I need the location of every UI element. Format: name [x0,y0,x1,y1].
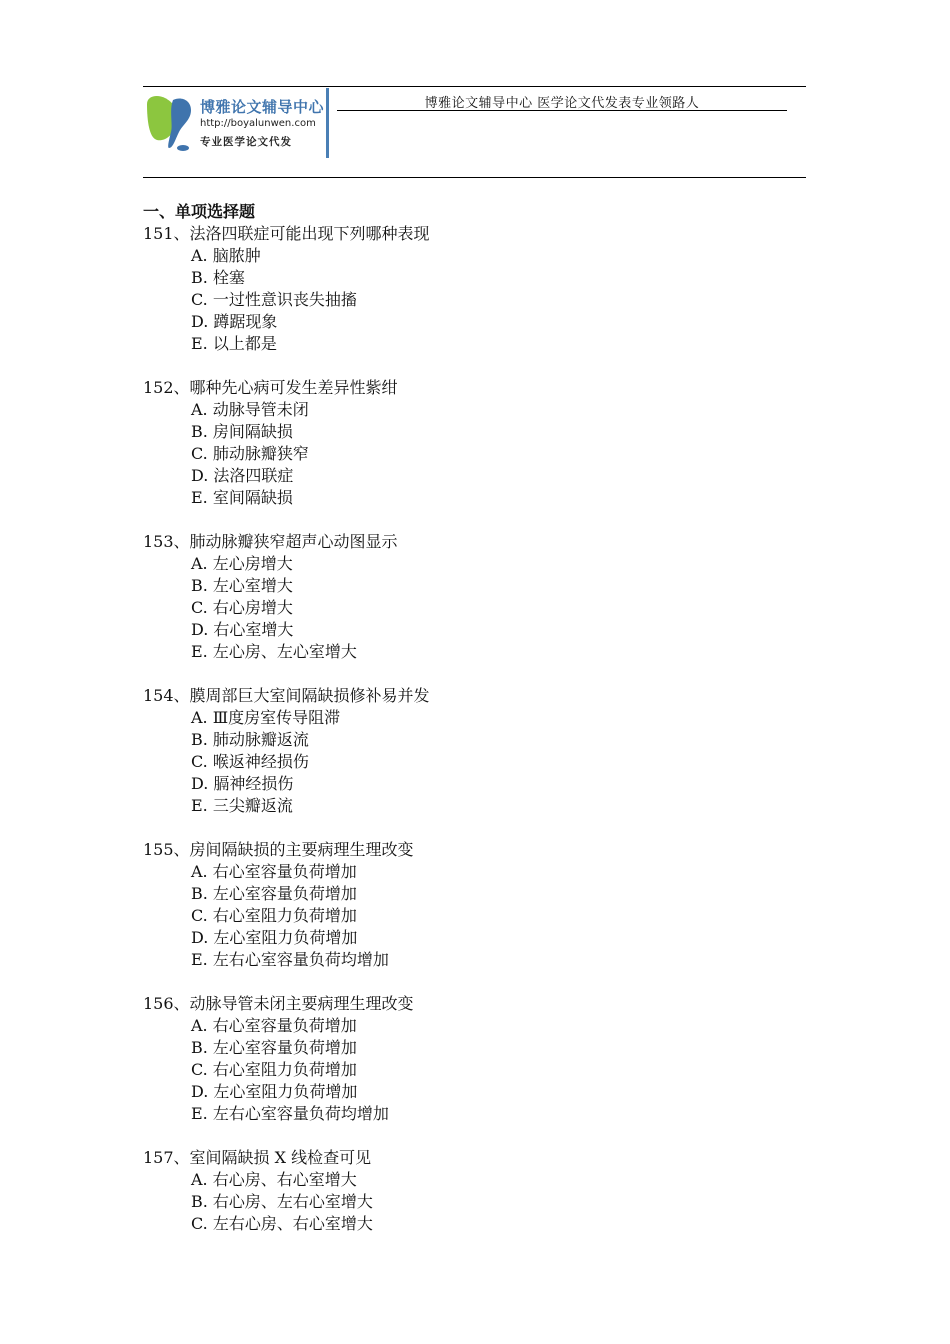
answer-option: B. 栓塞 [191,268,245,287]
answer-option: C. 一过性意识丧失抽搐 [191,290,357,309]
logo-slogan: 专业医学论文代发 [200,136,292,148]
question-stem: 152、哪种先心病可发生差异性紫绀 [143,378,398,397]
question-item [143,1147,843,1235]
answer-option: E. 室间隔缺损 [191,488,293,507]
answer-option: B. 左心室容量负荷增加 [191,884,357,903]
answer-option: B. 肺动脉瓣返流 [191,730,309,749]
answer-option: D. 法洛四联症 [191,466,294,485]
question-list [143,223,843,1235]
question-stem: 151、法洛四联症可能出现下列哪种表现 [143,224,430,243]
answer-option: E. 左心房、左心室增大 [191,642,357,661]
header-separator [326,88,329,158]
header-top-rule [143,86,806,87]
question-stem: 157、室间隔缺损 X 线检查可见 [143,1148,372,1167]
answer-option: C. 右心房增大 [191,598,293,617]
answer-option: C. 肺动脉瓣狭窄 [191,444,309,463]
answer-option: D. 左心室阻力负荷增加 [191,1082,358,1101]
logo-url: http://boyalunwen.com [200,118,316,129]
answer-option: B. 左心室容量负荷增加 [191,1038,357,1057]
header-title: 博雅论文辅导中心 医学论文代发表专业领路人 [424,96,700,111]
question-stem: 155、房间隔缺损的主要病理生理改变 [143,840,414,859]
logo-name: 博雅论文辅导中心 [200,98,325,116]
section-title: 一、单项选择题 [143,202,256,221]
answer-option: A. 右心室容量负荷增加 [191,1016,357,1035]
document-body [143,200,843,1257]
question-stem: 154、膜周部巨大室间隔缺损修补易并发 [143,686,430,705]
answer-option: A. 右心房、右心室增大 [191,1170,357,1189]
answer-option: A. 左心房增大 [191,554,293,573]
answer-option: E. 左右心室容量负荷均增加 [191,950,389,969]
answer-option: C. 右心室阻力负荷增加 [191,1060,357,1079]
answer-option: B. 右心房、左右心室增大 [191,1192,373,1211]
answer-option: A. 脑脓肿 [191,246,261,265]
question-stem: 156、动脉导管未闭主要病理生理改变 [143,994,414,1013]
logo-emblem-icon [143,90,203,156]
answer-option: B. 左心室增大 [191,576,293,595]
question-item [143,377,843,509]
question-item [143,531,843,663]
answer-option: E. 左右心室容量负荷均增加 [191,1104,389,1123]
question-item [143,223,843,355]
answer-option: E. 三尖瓣返流 [191,796,293,815]
answer-option: E. 以上都是 [191,334,277,353]
answer-option: C. 右心室阻力负荷增加 [191,906,357,925]
question-item [143,993,843,1125]
question-stem: 153、肺动脉瓣狭窄超声心动图显示 [143,532,398,551]
answer-option: C. 左右心房、右心室增大 [191,1214,373,1233]
question-item [143,839,843,971]
answer-option: A. 动脉导管未闭 [191,400,309,419]
answer-option: D. 右心室增大 [191,620,294,639]
answer-option: A. 右心室容量负荷增加 [191,862,357,881]
header-title-underline [337,110,787,111]
answer-option: D. 膈神经损伤 [191,774,294,793]
answer-option: A. Ⅲ度房室传导阻滞 [191,708,341,727]
answer-option: B. 房间隔缺损 [191,422,293,441]
answer-option: D. 蹲踞现象 [191,312,278,331]
question-item [143,685,843,817]
answer-option: D. 左心室阻力负荷增加 [191,928,358,947]
header-bottom-rule [143,177,806,178]
answer-option: C. 喉返神经损伤 [191,752,309,771]
